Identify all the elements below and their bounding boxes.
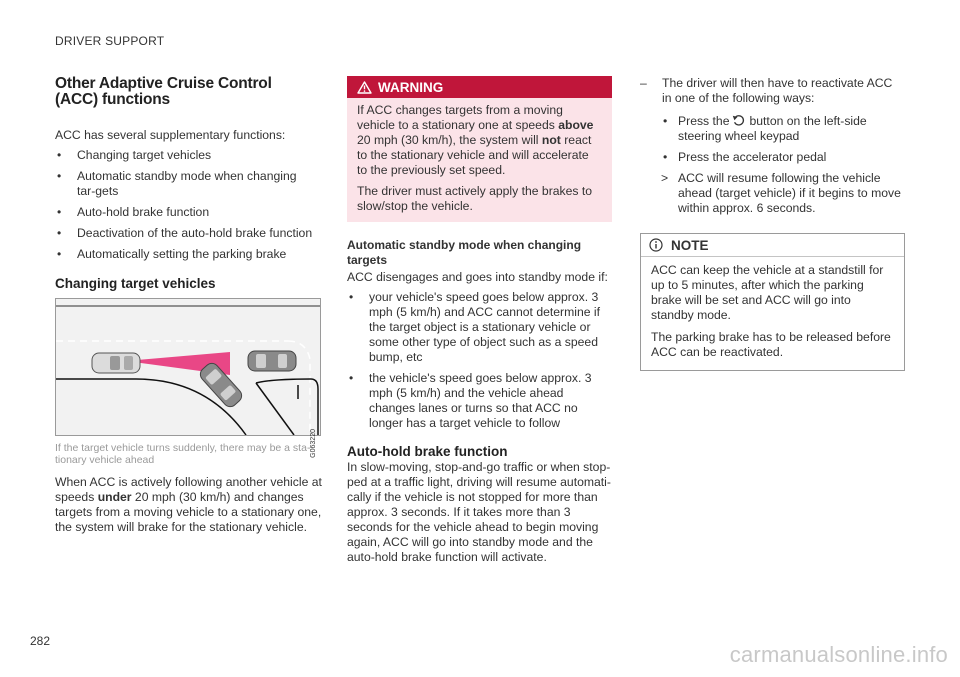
list-item: • your vehicle's speed goes below approx. 3 mph (5 km/h) and ACC cannot determine if the target object is a stationary vehicle or some other type of object such as a speed bump, etc xyxy=(347,290,612,365)
resume-result: > ACC will resume following the vehicle ahead (target vehicle) if it begins to move within approx. 6 seconds. xyxy=(661,171,901,215)
note-body xyxy=(641,257,904,370)
stationary-car-icon xyxy=(248,351,296,371)
list-item: • the vehicle's speed goes below approx. 3 mph (5 km/h) and the vehicle ahead changes lanes or turns so that ACC no longer has a target vehicle to follow xyxy=(347,371,612,431)
figure-caption: If the target vehicle turns suddenly, there may be a sta-tionary vehicle ahead xyxy=(55,442,311,466)
page-title: Other Adaptive Cruise Control (ACC) functions xyxy=(55,75,272,108)
note-box xyxy=(640,233,905,371)
heading-standby-mode: Automatic standby mode when changing targets xyxy=(347,238,582,267)
list-item: • Automatically setting the parking brake xyxy=(55,247,323,262)
warning-label: WARNING xyxy=(378,79,444,95)
dash-marker: – xyxy=(640,76,647,90)
changing-targets-text: When ACC is actively following another vehicle at speeds under 20 mph (30 km/h) and changes targets from a moving vehicle to a stationary one, the system will brake for the stationary vehicle. xyxy=(55,475,322,534)
bullet: • xyxy=(663,114,668,128)
note-text: ACC can keep the vehicle at a standstill for up to 5 minutes, after which the parking brake will be set and ACC will go into standby mode. xyxy=(651,263,884,322)
result-marker: > xyxy=(661,171,669,185)
press-accelerator-step: • Press the accelerator pedal xyxy=(663,150,827,164)
standby-intro: ACC disengages and goes into standby mode if: xyxy=(347,270,608,284)
intro-text: ACC has several supplementary functions: xyxy=(55,128,286,142)
auto-hold-text: In slow-moving, stop-and-go traffic or when stop-ped at a traffic light, driving will resume automati-cally if the vehicle is not stopped for more than approx. 3 seconds. If it takes more than 3 seconds for the vehicle ahead to begin moving again, ACC will go into standby mode and the auto-hold brake function will activate. xyxy=(347,460,611,564)
note-label: NOTE xyxy=(671,237,709,253)
note-header xyxy=(641,234,904,257)
note-text-parking-brake: The parking brake has to be released before ACC can be reactivated. xyxy=(651,330,891,359)
own-car-icon xyxy=(92,353,140,373)
list-item: • Automatic standby mode when changing tar-gets xyxy=(55,169,323,199)
warning-body xyxy=(347,98,612,222)
column-middle xyxy=(347,76,612,565)
page-number: 282 xyxy=(30,634,51,648)
warning-triangle-icon xyxy=(357,81,372,94)
resume-arrow-icon xyxy=(732,114,746,127)
reactivate-instruction: – The driver will then have to reactivate ACC in one of the following ways: xyxy=(640,76,893,105)
warning-header xyxy=(347,76,612,98)
bullet: • xyxy=(663,150,668,164)
column-left xyxy=(55,76,323,535)
road-diagram xyxy=(56,299,320,435)
warning-text: If ACC changes targets from a moving vehicle to a stationary one at speeds above 20 mph (30 km/h), the system will not react to the stationary vehicle and will accelerate to the previously set speed. xyxy=(357,103,594,177)
heading-changing-targets: Changing target vehicles xyxy=(55,276,216,291)
figure-code: G063220 xyxy=(310,429,317,458)
function-list xyxy=(55,148,323,262)
standby-list xyxy=(347,290,612,431)
warning-box xyxy=(347,76,612,222)
watermark: carmanualsonline.info xyxy=(729,642,948,667)
list-item: • Changing target vehicles xyxy=(55,148,323,163)
list-item: • Auto-hold brake function xyxy=(55,205,323,220)
list-item: • Deactivation of the auto-hold brake function xyxy=(55,226,323,241)
column-right xyxy=(640,76,905,371)
heading-auto-hold: Auto-hold brake function xyxy=(347,444,508,459)
warning-text-brakes: The driver must actively apply the brakes to slow/stop the vehicle. xyxy=(357,184,593,213)
info-circle-icon xyxy=(649,238,663,252)
section-header: DRIVER SUPPORT xyxy=(55,34,165,48)
press-button-step: • Press the button on the left-side steering wheel keypad xyxy=(663,114,867,143)
